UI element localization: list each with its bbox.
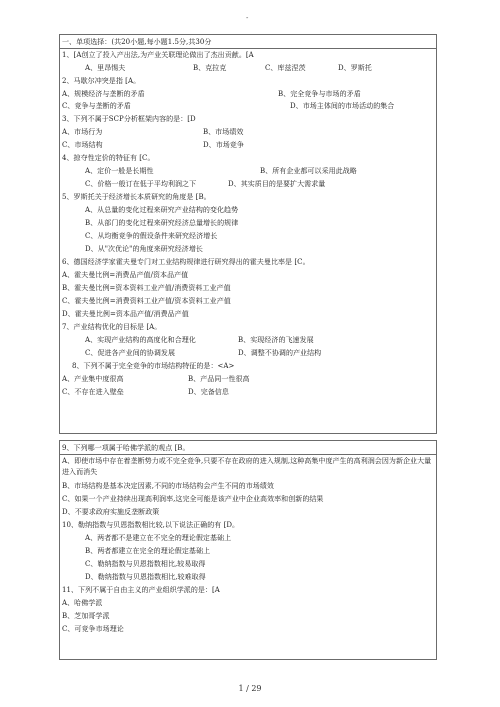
q1-option-c: C、库兹涅茨 (265, 64, 306, 72)
q4-option-c: C、价格一般订在低于平均利润之下 (85, 180, 197, 188)
q3-option-d: D、市场竞争 (203, 141, 244, 149)
q3-option-b: B、市场绩效 (203, 128, 244, 136)
question-3: 3、下列不属于SCP分析框架内容的是：[D (62, 115, 196, 123)
divider (60, 454, 436, 455)
q6-option-a: A、霍夫曼比例=消费品产值/资本品产值 (62, 271, 189, 279)
q9-option-d: D、不要求政府实施反垄断政策 (62, 508, 160, 516)
q5-option-c: C、从均衡竞争的假设条件来研究经济增长 (85, 232, 218, 240)
q8-option-b: B、产品同一性很高 (188, 375, 250, 383)
question-10: 10、勒纳指数与贝恩指数相比较,以下说法正确的有 [D。 (62, 521, 240, 529)
question-11: 11、下列不属于自由主义的产业组织学派的是：[A (62, 586, 220, 594)
q10-option-c: C、勒纳指数与贝恩指数相比,较易取得 (85, 560, 206, 568)
question-2: 2、马歇尔冲突是指 [A。 (62, 77, 141, 85)
q5-option-d: D、从"次优论"的角度来研究经济增长 (85, 245, 203, 253)
q8-option-a: A、产业集中度很高 (62, 375, 124, 383)
question-4: 4、掠夺性定价的特征有 [C。 (62, 154, 155, 162)
q6-option-d: D、霍夫曼比例=资本品产值/消费品产值 (62, 310, 189, 318)
divider (60, 48, 436, 49)
question-7: 7、产业结构优化的目标是 [A。 (62, 323, 162, 331)
question-table-2 (59, 440, 437, 660)
q4-option-a: A、定价一般是长期性 (85, 167, 154, 175)
q7-option-d: D、调整不协调的产业结构 (238, 349, 322, 357)
q3-option-a: A、市场行为 (62, 128, 103, 136)
q8-option-d: D、完备信息 (188, 388, 229, 396)
q5-option-b: B、从部门的变化过程来研究经济总量增长的规律 (85, 219, 239, 227)
q1-option-b: B、克拉克 (193, 64, 227, 72)
question-table-1 (59, 34, 437, 434)
q6-option-b: B、霍夫曼比例=资本资料工业产值/消费资料工业产值 (62, 284, 231, 292)
q11-option-a: A、哈佛学派 (62, 599, 103, 607)
q9-option-c: C、如果一个产业持续出现高利润率,这完全可能是该产业中企业高效率和创新的结果 (62, 495, 324, 503)
q10-option-a: A、两者都不是建立在不完全的理论假定基础上 (85, 534, 232, 542)
q2-option-c: C、竞争与垄断的矛盾 (62, 102, 131, 110)
q7-option-c: C、促进各产业间的协调发展 (85, 349, 176, 357)
q1-option-d: D、罗斯托 (338, 64, 372, 72)
q9-option-a: A、即使市场中存在着垄断势力或不完全竞争,只要不存在政府的进入规制,这种高集中度产生的高利润会因为新企业大量进入而消失 (62, 457, 432, 476)
q2-option-b: B、完全竞争与市场的矛盾 (278, 90, 361, 98)
q6-option-c: C、霍夫曼比例=消费资料工业产值/资本资料工业产值 (62, 297, 231, 305)
q7-option-b: B、实现经济的飞速发展 (238, 336, 314, 344)
q11-option-b: B、芝加哥学派 (62, 612, 110, 620)
q10-option-d: D、勒纳指数与贝恩指数相比,较难取得 (85, 573, 206, 581)
q2-option-d: D、市场主体间的市场活动的集合 (290, 102, 395, 110)
question-6: 6、德国经济学家霍夫曼专门对工业结构规律进行研究得出的霍夫曼比率是 [C。 (62, 258, 310, 266)
question-1: 1、[A创立了投入产出法,为产业关联理论做出了杰出贡献。[A (62, 51, 254, 59)
q1-option-a: A、里昂惕夫 (85, 64, 126, 72)
q10-option-b: B、两者都建立在完全的理论假定基础上 (85, 547, 211, 555)
q4-option-d: D、其实质目的是要扩大需求量 (228, 180, 326, 188)
q3-option-c: C、市场结构 (62, 141, 103, 149)
q7-option-a: A、实现产业结构的高度化和合理化 (85, 336, 196, 344)
q4-option-b: B、所有企业都可以采用此战略 (260, 167, 357, 175)
q8-option-c: C、不存在进入壁垒 (62, 388, 124, 396)
page-number: 1 / 29 (238, 684, 262, 693)
q5-option-a: A、从总量的变化过程来研究产业结构的变化趋势 (85, 206, 239, 214)
header-mark: - (246, 14, 249, 22)
q2-option-a: A、规模经济与垄断的矛盾 (62, 90, 145, 98)
question-9: 9、下列哪一项属于哈佛学派的观点 [B。 (62, 444, 190, 452)
q11-option-c: C、可竞争市场理论 (62, 625, 124, 633)
question-5: 5、罗斯托关于经济增长本质研究的角度是 [B。 (62, 193, 211, 201)
question-8: 8、下列不属于完全竞争的市场结构特征的是：<A> (72, 362, 235, 370)
q9-option-b: B、市场结构是基本决定因素,不同的市场结构会产生不同的市场绩效 (62, 482, 274, 490)
section-title: 一、单项选择：(共20小题,每小题1.5分,共30分 (62, 38, 212, 46)
